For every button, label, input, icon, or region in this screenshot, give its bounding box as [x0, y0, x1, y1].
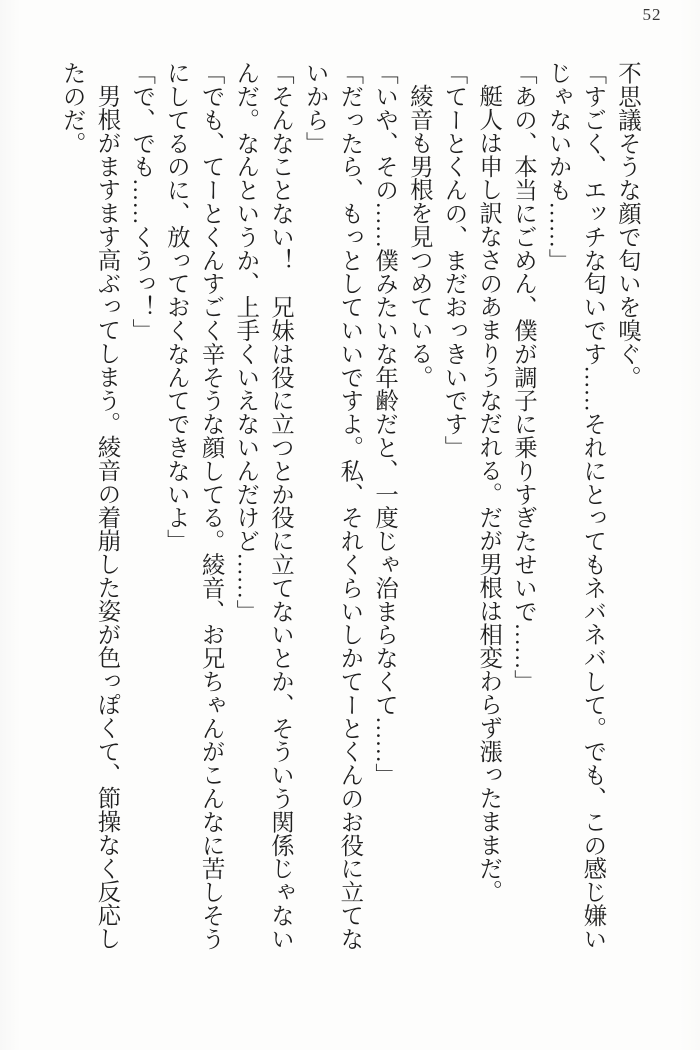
text-line: んだ。なんというか、上手くいえないんだけど……」 [232, 61, 259, 623]
text-line: 「すごく、エッチな匂いです……それにとってもネバネバして。でも、この感じ嫌い [579, 61, 606, 951]
text-line: じゃないかも……」 [544, 61, 571, 272]
text-line: 男根がますます高ぶってしまう。綾音の着崩した姿が色っぽくて、節操なく反応し [93, 84, 120, 951]
text-line: 「あの、本当にごめん、僕が調子に乗りすぎたせいで……」 [509, 61, 536, 693]
text-line: たのだ。 [58, 61, 85, 155]
text-line: 「で、でも……くうっ！」 [128, 61, 155, 342]
text-line: 「てーとくんの、まだおっきいです」 [440, 61, 467, 459]
text-line: にしてるのに、放っておくなんてできないよ」 [162, 61, 189, 553]
text-line: 「そんなことない！ 兄妹は役に立つとか役に立てないとか、そういう関係じゃない [266, 61, 293, 951]
page-number: 52 [642, 5, 662, 24]
text-line: 「でも、てーとくんすごく辛そうな顔してる。綾音、お兄ちゃんがこんなに苦しそう [197, 61, 224, 951]
text-line: 不思議そうな顔で匂いを嗅ぐ。 [614, 61, 640, 389]
text-line: 「いや、その……僕みたいな年齢だと、一度じゃ治まらなくて……」 [371, 61, 398, 787]
text-line: 「だったら、もっとしていいですよ。私、それくらいしかてーとくんのお役に立てな [336, 61, 363, 951]
text-line: 綾音も男根を見つめている。 [405, 84, 432, 389]
text-line: 艇人は申し訳なさのあまりうなだれる。だが男根は相変わらず漲ったままだ。 [475, 84, 502, 904]
page-text [54, 61, 644, 961]
text-line: いから」 [301, 61, 328, 155]
